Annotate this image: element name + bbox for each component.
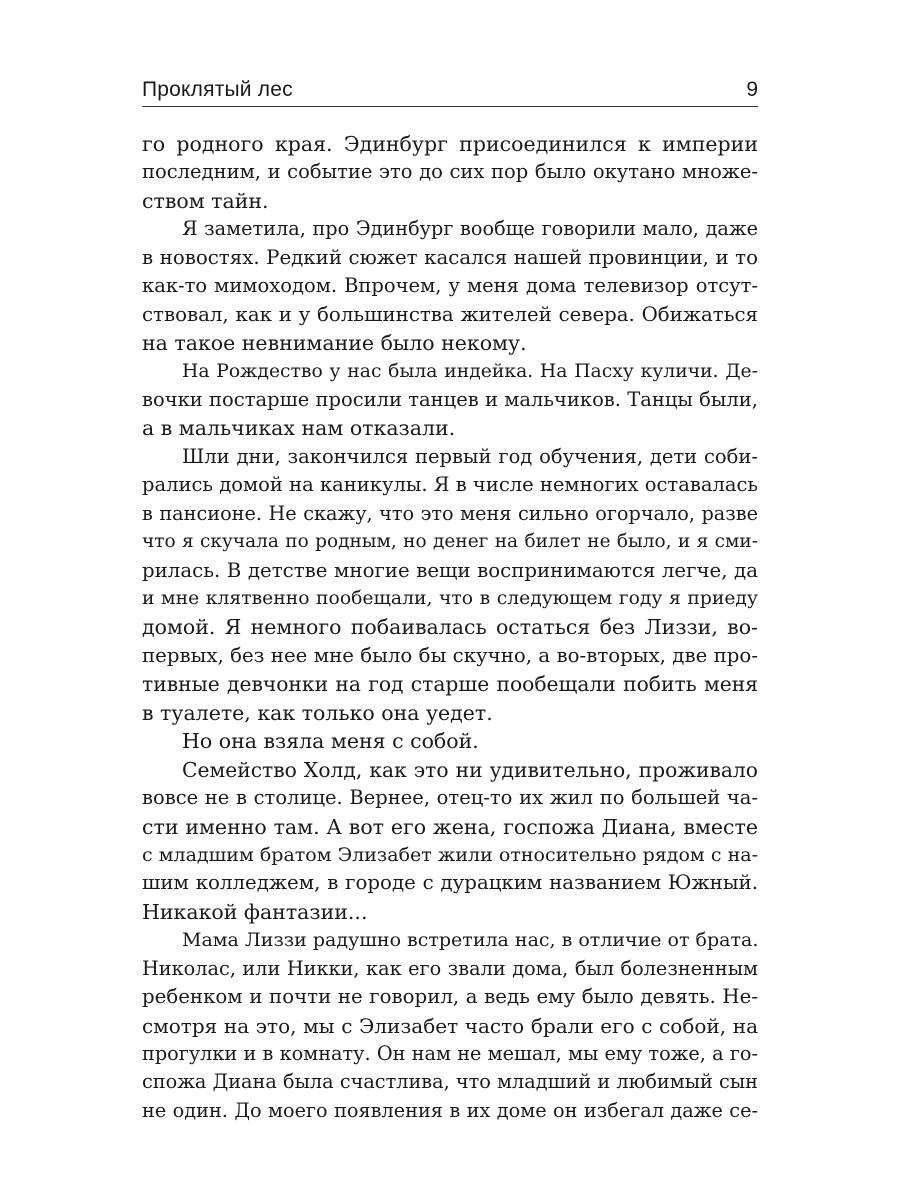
text-line: в новостях. Редкий сюжет касался нашей провинции, и то bbox=[142, 245, 758, 269]
text-line: шим колледжем, в городе с дурацким названием Южный. bbox=[142, 871, 758, 895]
text-line: с младшим братом Элизабет жили относительно рядом с на- bbox=[142, 843, 758, 866]
text-line: в пансионе. Не скажу, что это меня сильно огорчало, разве bbox=[142, 501, 758, 525]
text-line: первых, без нее мне было бы скучно, а во-вторых, две про- bbox=[142, 643, 758, 667]
text-line: спожа Диана была счастлива, что младший и любимый сын bbox=[142, 1070, 758, 1094]
page-number: 9 bbox=[746, 78, 758, 101]
text-line: ством тайн. bbox=[142, 188, 269, 213]
text-line: смотря на это, мы с Элизабет часто брали его с собой, на bbox=[142, 1013, 758, 1038]
text-line: а в мальчиках нам отказали. bbox=[142, 416, 456, 441]
text-line: прогулки и в комнату. Он нам не мешал, мы ему тоже, а го- bbox=[142, 1042, 758, 1065]
text-line: тивные девчонки на год старше пообещали побить меня bbox=[142, 672, 758, 697]
text-line: вочки постарше просили танцев и мальчиков. Танцы были, bbox=[142, 387, 758, 411]
text-line: рались домой на каникулы. Я в числе немногих оставалась bbox=[142, 473, 758, 497]
text-line: и мне клятвенно пообещали, что в следующем году я приеду bbox=[142, 588, 758, 609]
text-line: Николас, или Никки, как его звали дома, был болезненным bbox=[142, 956, 758, 980]
text-line: последним, и событие это до сих пор было окутано множе- bbox=[142, 160, 758, 184]
book-title: Проклятый лес bbox=[142, 78, 293, 101]
text-line: на такое невнимание было некому. bbox=[142, 331, 527, 356]
text-line: что я скучала по родным, но денег на билет не было, и я сми- bbox=[142, 531, 758, 553]
text-line: рилась. В детстве многие вещи воспринимаются легче, да bbox=[142, 558, 758, 582]
text-line: не один. До моего появления в их доме он избегал даже се- bbox=[142, 1098, 758, 1122]
text-line: Мама Лиззи радушно встретила нас, в отличие от брата. bbox=[182, 929, 759, 952]
text-line: как-то мимоходом. Впрочем, у меня дома телевизор отсут- bbox=[142, 274, 758, 298]
text-line: ребенком и почти не говорил, а ведь ему было девять. Не- bbox=[142, 985, 758, 1009]
text-line: вовсе не в столице. Вернее, отец-то их жил по большей ча- bbox=[142, 786, 758, 810]
running-header bbox=[142, 78, 758, 102]
page-body-text bbox=[142, 130, 758, 1125]
text-line: домой. Я немного побаивалась остаться без Лиззи, во- bbox=[142, 615, 758, 640]
text-line: го родного края. Эдинбург присоединился к империи bbox=[142, 132, 758, 156]
text-line: Я заметила, про Эдинбург вообще говорили мало, даже bbox=[182, 217, 758, 241]
text-line: ствовал, как и у большинства жителей севера. Обижаться bbox=[142, 302, 758, 326]
text-line: Никакой фантазии... bbox=[142, 899, 368, 924]
text-line: сти именно там. А вот его жена, госпожа Диана, вместе bbox=[142, 814, 758, 839]
text-line: Семейство Холд, как это ни удивительно, проживало bbox=[182, 757, 758, 782]
text-line: На Рождество у нас была индейка. На Пасху куличи. Де- bbox=[182, 360, 758, 382]
text-line: Но она взяла меня с собой. bbox=[182, 729, 479, 754]
text-line: в туалете, как только она уедет. bbox=[142, 700, 493, 725]
text-line: Шли дни, закончился первый год обучения, дети соби- bbox=[182, 444, 758, 468]
header-rule bbox=[142, 106, 758, 107]
